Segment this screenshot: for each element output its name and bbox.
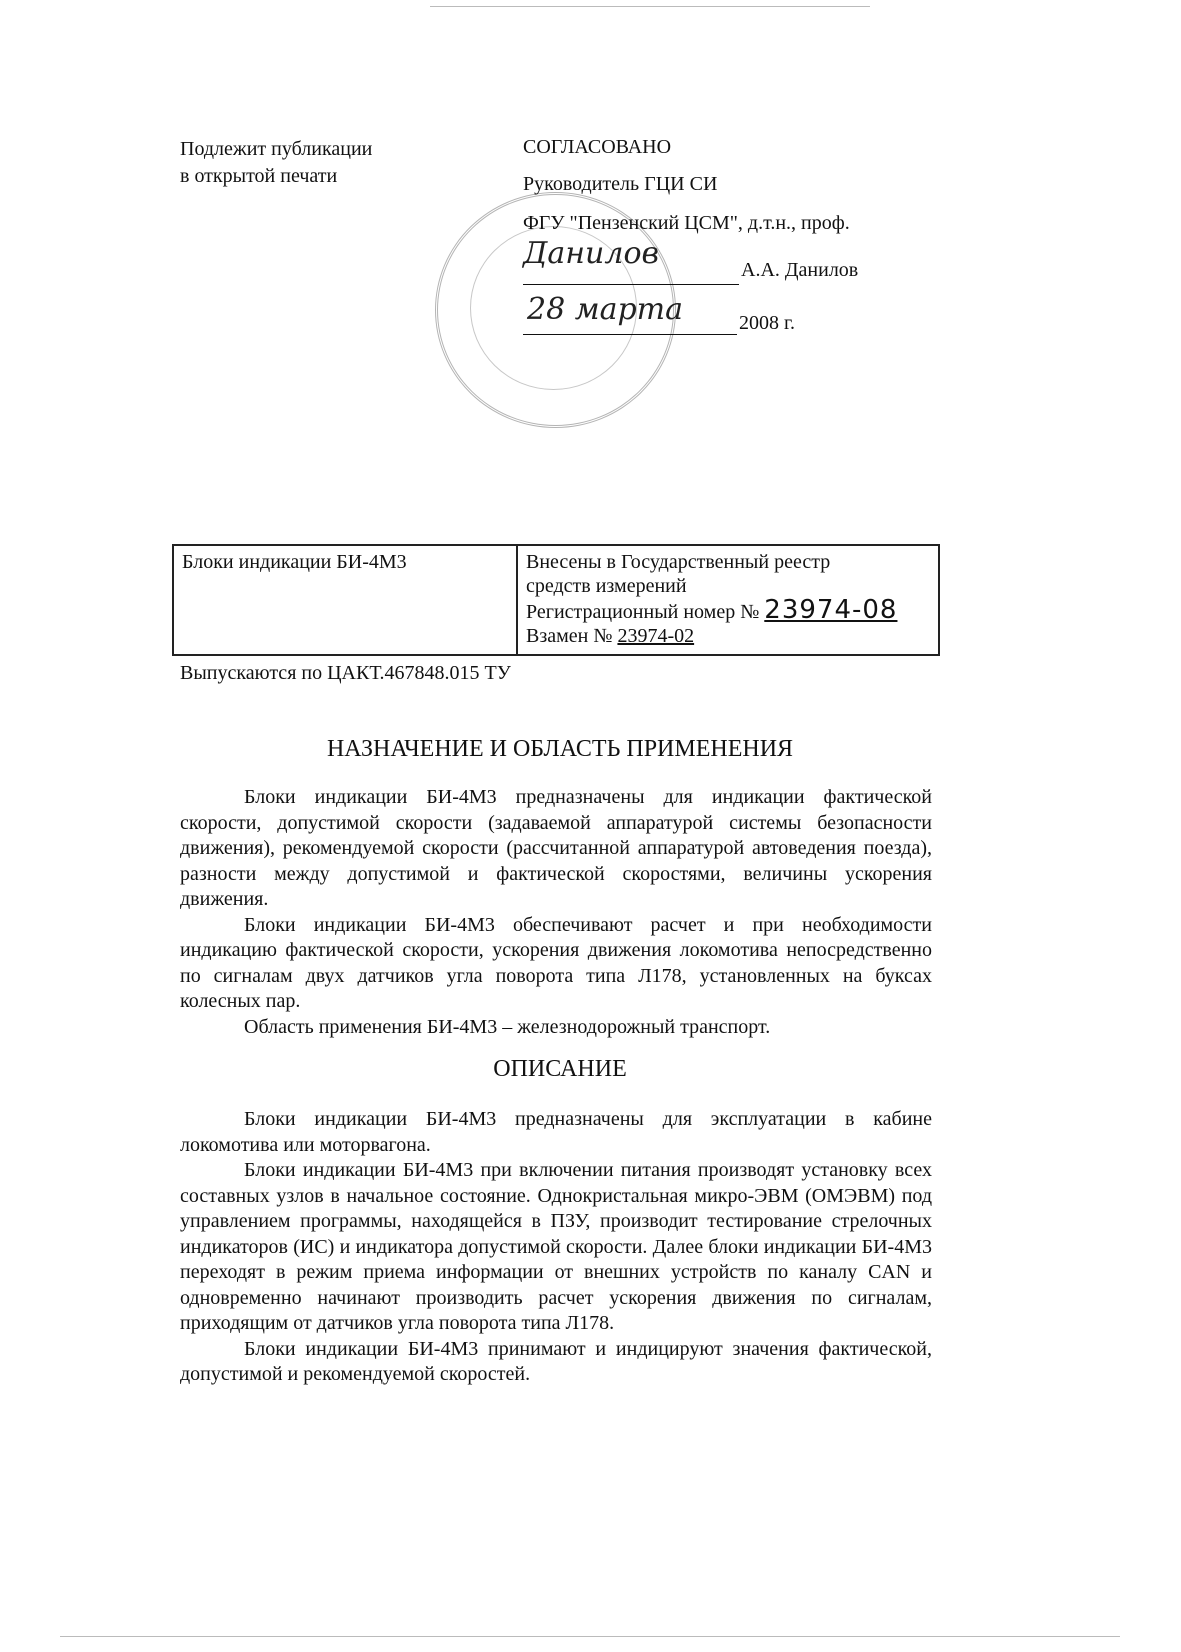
entered-line1: Внесены в Государственный реестр	[526, 551, 831, 573]
replaces-number: 23974-02	[617, 625, 695, 647]
signature-line	[523, 284, 739, 285]
paragraph: Блоки индикации БИ-4М3 обеспечивают расчет и при необходимости индикацию фактической скорости, ускорения движения локомотива непосредственно по сигналам двух датчиков угла поворота типа Л178, установленных на буксах колесных пар.	[180, 913, 932, 1012]
product-name: Блоки индикации БИ-4М3	[182, 551, 407, 573]
signer-name: А.А. Данилов	[741, 259, 859, 281]
reg-number: 23974-08	[764, 595, 898, 625]
publication-note	[180, 136, 372, 190]
registration-table	[172, 544, 940, 656]
date-handwritten: 28 марта	[527, 292, 684, 327]
year: 2008 г.	[739, 312, 795, 334]
scan-artifact-top	[430, 6, 870, 7]
publication-note-line2: в открытой печати	[180, 165, 338, 187]
produced-by: Выпускаются по ЦАКТ.467848.015 ТУ	[180, 662, 511, 684]
section-body-purpose	[180, 785, 932, 1040]
section-title-description: ОПИСАНИЕ	[493, 1056, 627, 1082]
paragraph: Блоки индикации БИ-4М3 принимают и индицируют значения фактической, допустимой и рекомендуемой скоростей.	[180, 1337, 932, 1385]
reg-number-label: Регистрационный номер №	[526, 601, 760, 623]
product-name-cell	[173, 545, 517, 655]
registration-info-cell	[517, 545, 939, 655]
approval-organization: ФГУ "Пензенский ЦСМ", д.т.н., проф.	[523, 212, 850, 234]
paragraph: Блоки индикации БИ-4М3 предназначены для индикации фактической скорости, допустимой скорости (задаваемой аппаратурой системы безопасности движения), рекомендуемой скорости (рассчитанной аппаратурой автоведения поезда), разности между допустимой и фактической скоростями, величины ускорения движения.	[180, 786, 932, 910]
approval-title: СОГЛАСОВАНО	[523, 136, 672, 158]
entered-line2: средств измерений	[526, 575, 687, 597]
paragraph: Область применения БИ-4М3 – железнодорожный транспорт.	[244, 1015, 771, 1038]
signature: Данилов	[523, 236, 659, 271]
approval-position: Руководитель ГЦИ СИ	[523, 173, 718, 195]
paragraph: Блоки индикации БИ-4М3 при включении питания производят установку всех составных узлов в начальное состояние. Однокристальная микро-ЭВМ (ОМЭВМ) под управлением программы, находящейся в ПЗУ, производит тестирование стрелочных индикаторов (ИС) и индикатора допустимой скорости. Далее блоки индикации БИ-4М3 переходят в режим приема информации от внешних устройств по каналу CAN и одновременно начинают производить расчет ускорения движения по сигналам, приходящим от датчиков угла поворота типа Л178.	[180, 1159, 932, 1334]
date-line	[523, 334, 737, 335]
publication-note-line1: Подлежит публикации	[180, 138, 373, 160]
section-body-description	[180, 1107, 932, 1388]
replaces-label: Взамен №	[526, 625, 613, 647]
section-title-purpose: НАЗНАЧЕНИЕ И ОБЛАСТЬ ПРИМЕНЕНИЯ	[326, 736, 794, 762]
paragraph: Блоки индикации БИ-4М3 предназначены для эксплуатации в кабине локомотива или моторвагона.	[180, 1108, 932, 1156]
scan-artifact-bottom	[60, 1636, 1120, 1637]
